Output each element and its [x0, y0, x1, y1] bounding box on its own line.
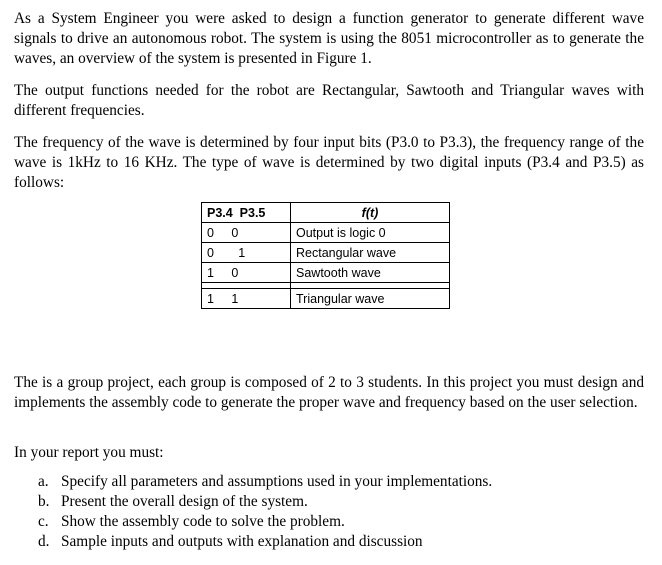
header-inputs: P3.4 P3.5 — [202, 203, 291, 223]
list-item-text: Show the assembly code to solve the problem. — [61, 513, 345, 530]
list-marker: d. — [38, 533, 50, 550]
project-paragraph: The is a group project, each group is composed of 2 to 3 students. In this project you must design and implements the assembly code to generate the proper wave and frequency based on the user selection. — [14, 374, 644, 411]
frequency-paragraph: The frequency of the wave is determined by four input bits (P3.0 to P3.3), the frequency range of the wave is 1kHz to 16 KHz. The type of wave is determined by two digital inputs (P3.4 and P3.5) as follows: — [14, 134, 644, 191]
row-inputs: 1 0 — [202, 263, 291, 283]
table-row — [202, 243, 450, 263]
list-item-text: Present the overall design of the system. — [61, 493, 308, 510]
table-row — [202, 289, 450, 309]
table-row — [202, 263, 450, 283]
list-item — [38, 512, 492, 532]
row-inputs: 1 1 — [202, 289, 291, 309]
list-item-text: Sample inputs and outputs with explanation and discussion — [61, 533, 423, 550]
list-marker: c. — [38, 513, 49, 530]
list-marker: a. — [38, 473, 49, 490]
list-item — [38, 492, 492, 512]
row-function: Output is logic 0 — [291, 223, 450, 243]
row-inputs: 0 1 — [202, 243, 291, 263]
table-header-row — [202, 203, 450, 223]
row-inputs: 0 0 — [202, 223, 291, 243]
requirements-list — [38, 472, 492, 552]
intro-paragraph: As a System Engineer you were asked to design a function generator to generate different wave signals to drive an autonomous robot. The system is using the 8051 microcontroller as to generate the waves, an overview of the system is presented in Figure 1. — [14, 10, 644, 67]
report-intro: In your report you must: — [14, 444, 164, 461]
outputs-paragraph: The output functions needed for the robot are Rectangular, Sawtooth and Triangular waves with different frequencies. — [14, 82, 644, 119]
list-marker: b. — [38, 493, 50, 510]
table-row — [202, 223, 450, 243]
list-item — [38, 472, 492, 492]
row-function: Triangular wave — [291, 289, 450, 309]
row-function: Sawtooth wave — [291, 263, 450, 283]
list-item-text: Specify all parameters and assumptions used in your implementations. — [61, 473, 493, 490]
header-function: f(t) — [291, 203, 450, 223]
list-item — [38, 532, 492, 552]
wave-selection-table — [201, 202, 450, 309]
row-function: Rectangular wave — [291, 243, 450, 263]
